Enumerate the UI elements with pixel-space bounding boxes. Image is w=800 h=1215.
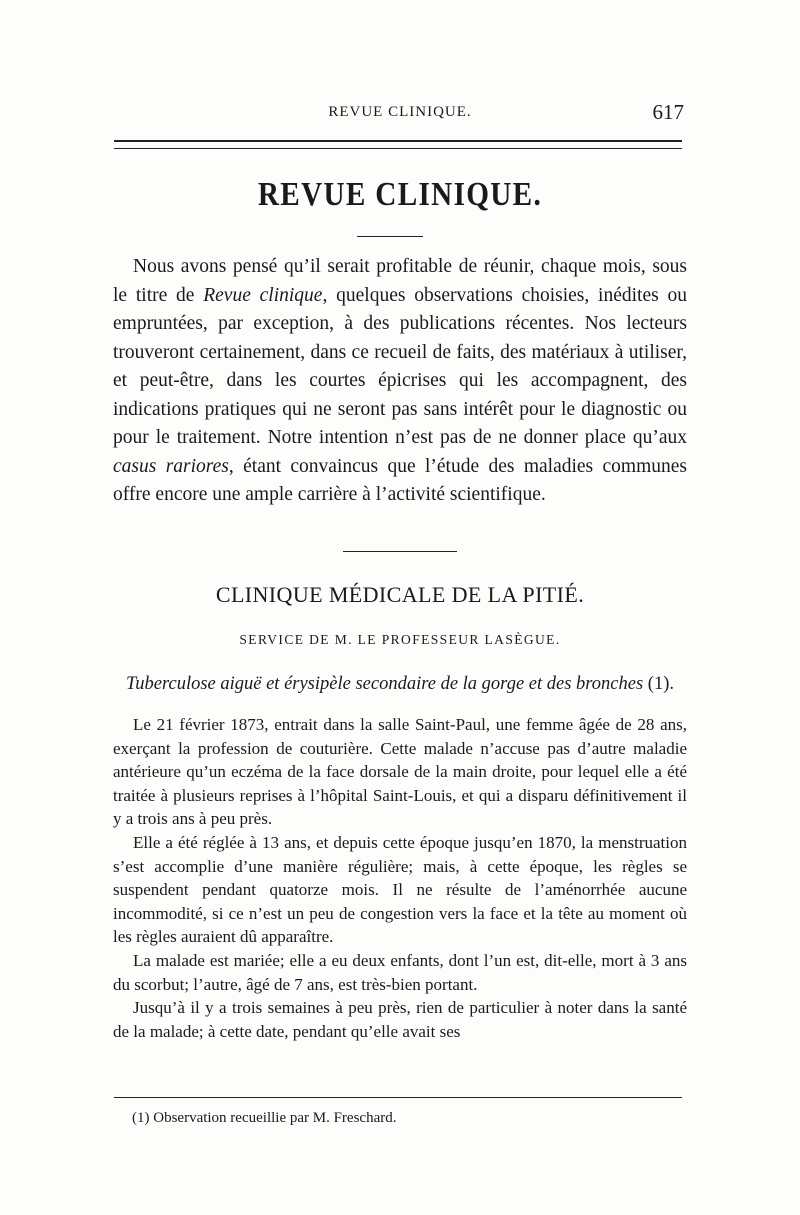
title-divider bbox=[357, 236, 423, 237]
header-double-rule bbox=[114, 140, 682, 149]
intro-emphasis-casus: casus rariores bbox=[113, 455, 229, 477]
page-number: 617 bbox=[652, 100, 684, 124]
footnote: (1) Observation recueillie par M. Freschard. bbox=[132, 1110, 397, 1126]
intro-part-3: , étant convaincus que l’étude des maladies communes offre encore une ample carrière à l’activité scientifique. bbox=[113, 455, 687, 505]
case-title bbox=[0, 674, 800, 695]
intro-text bbox=[113, 253, 687, 510]
article-title: REVUE CLINIQUE. bbox=[257, 176, 543, 213]
service-line: SERVICE DE M. LE PROFESSEUR LASÈGUE. bbox=[239, 632, 561, 647]
section-divider bbox=[343, 551, 457, 552]
case-title-text: Tuberculose aiguë et érysipèle secondaire de la gorge et des bronches bbox=[125, 674, 644, 694]
body-paragraph: Jusqu’à il y a trois semaines à peu près, rien de particulier à noter dans la santé de la malade; à cette date, pendant qu’elle avait ses bbox=[113, 998, 687, 1041]
body-paragraph: La malade est mariée; elle a eu deux enfants, dont l’un est, dit-elle, mort à 3 ans du scorbut; l’autre, âgé de 7 ans, est très-bien portant. bbox=[113, 950, 687, 994]
intro-emphasis-revue: Revue clinique bbox=[203, 284, 323, 306]
body-paragraph: Le 21 février 1873, entrait dans la salle Saint-Paul, une femme âgée de 28 ans, exerçant la profession de couturière. Cette malade n’accuse pas d’autre maladie antérieure qu’un eczéma de la face dorsale de la main droite, pour lequel elle a été traitée à plusieurs reprises à l’hôpital Saint-Louis, et qui a disparu définitivement il y a trois ans à peu près. bbox=[113, 715, 687, 829]
body-paragraph: Elle a été réglée à 13 ans, et depuis cette époque jusqu’en 1870, la menstruation s’est accomplie d’une manière régulière; mais, à cette époque, les règles se suspendent pendant quatorze mois. Il ne résulte de l’aménorrhée aucune incommodité, si ce n’est un peu de congestion vers la face et la tête au moment où les règles auraient dû apparaître. bbox=[113, 832, 687, 947]
running-head bbox=[116, 100, 684, 126]
intro-part-2: , quelques observations choisies, inédites ou empruntées, par exception, à des publications récentes. Nos lecteurs trouveront certainement, dans ce recueil de faits, des matériaux à utiliser, et peut-être, dans les courtes épicrises qui les accompagnent, des indications pratiques qui ne seront pas sans intérêt pour le diagnostic ou pour le traitement. Notre intention n’est pas de ne donner place qu’aux bbox=[113, 284, 687, 448]
intro-part-1: Nous avons pensé qu’il serait profitable de réunir, chaque mois, sous le titre de bbox=[113, 256, 687, 306]
intro-paragraph bbox=[113, 253, 687, 510]
running-title: REVUE CLINIQUE. bbox=[328, 104, 472, 120]
section-title: CLINIQUE MÉDICALE DE LA PITIÉ. bbox=[215, 582, 585, 607]
case-footnote-ref: (1). bbox=[643, 674, 674, 694]
case-body bbox=[113, 713, 687, 1043]
footnote-rule bbox=[114, 1097, 682, 1098]
